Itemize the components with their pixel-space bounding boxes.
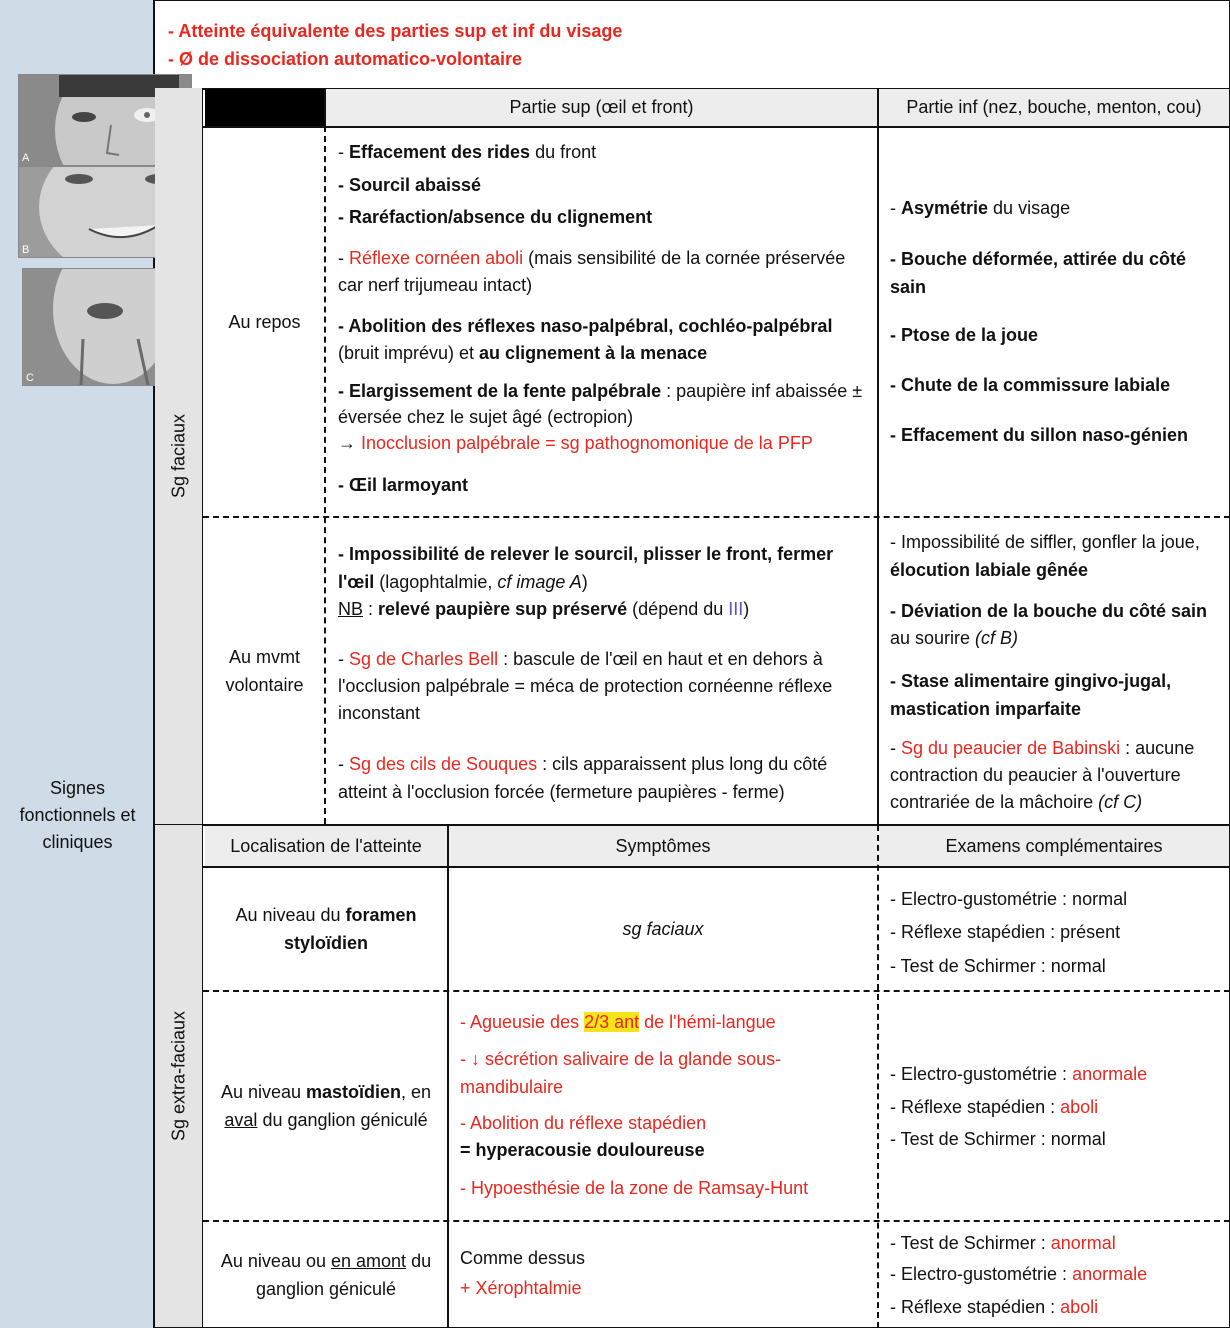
extra-row2-sym-3: - Abolition du réflexe stapédien: [460, 1113, 707, 1133]
faciaux-header-sup: Partie sup (œil et front): [509, 97, 694, 117]
extra-row2-exam-2: - Réflexe stapédien : aboli: [890, 1097, 1099, 1117]
mvmt-sup-line-1: - Impossibilité de relever le sourcil, plisser le front, fermer l'œil (lagophtalmie, cf image A): [338, 544, 834, 592]
repos-label-cell: [205, 128, 324, 516]
extra-row3-exam-2: - Electro-gustométrie : anormale: [890, 1264, 1148, 1284]
mvmt-inf-cell: [890, 528, 1225, 816]
extra-col2-divider: [877, 825, 879, 1328]
extra-row3-sym-2: + Xérophtalmie: [460, 1278, 582, 1298]
repos-inf-line-5: - Effacement du sillon naso-génien: [890, 425, 1189, 445]
repos-inf-line-4: - Chute de la commissure labiale: [890, 375, 1171, 395]
faciaux-label-cell: [155, 88, 203, 824]
extra-row2-exam-cell: [890, 1057, 1220, 1155]
extra-row2-exam-1: - Electro-gustométrie : anormale: [890, 1064, 1148, 1084]
top-note-2: - Ø de dissociation automatico-volontaire: [168, 49, 523, 69]
mvmt-label-cell: [205, 518, 324, 824]
extra-header-loc: Localisation de l'atteinte: [230, 835, 422, 856]
faciaux-header-sup-cell: [326, 89, 877, 126]
repos-inf-line-3: - Ptose de la joue: [890, 325, 1039, 345]
extra-row3-loc-cell: [205, 1222, 447, 1327]
repos-sup-line-6b: → Inocclusion palpébrale = sg pathognomonique de la PFP: [338, 433, 813, 453]
extra-row1-loc: Au niveau du foramen stylοïdien: [235, 905, 417, 953]
mvmt-sup-line-3: - Sg des cils de Souques : cils apparaissent plus long du côté atteint à l'occlusion forcée (fermeture paupières - ferme): [338, 754, 828, 802]
photo-label-a: A: [22, 152, 30, 164]
extra-header-sym-cell: [449, 826, 877, 866]
repos-label: Au repos: [228, 311, 301, 332]
repos-inf-cell: [890, 195, 1220, 449]
extra-label-cell: [155, 825, 203, 1327]
extra-header-exam: Examens complémentaires: [945, 835, 1163, 856]
left-panel-title: Signes fonctionnels et cliniques: [19, 777, 136, 852]
mvmt-inf-line-4: - Sg du peaucier de Babinski : aucune contraction du peaucier à l'ouverture contrariée de la mâchoire (cf C): [890, 738, 1195, 812]
mvmt-sup-nb: NB : relevé paupière sup préservé (dépend du III): [338, 599, 750, 619]
faciaux-header-inf: Partie inf (nez, bouche, menton, cou): [906, 97, 1202, 117]
top-note-1: - Atteinte équivalente des parties sup et inf du visage: [168, 21, 623, 41]
repos-sup-line-6: - Elargissement de la fente palpébrale : paupière inf abaissée ± éversée chez le sujet âgé (ectropion): [338, 381, 863, 427]
faciaux-row-divider: [203, 516, 1230, 518]
extra-row3-exam-cell: [890, 1228, 1220, 1324]
faciaux-col1-divider: [324, 126, 326, 824]
repos-sup-line-7: - Œil larmoyant: [338, 475, 469, 495]
extra-row3-exam-3: - Réflexe stapédien : aboli: [890, 1297, 1099, 1317]
mvmt-inf-line-2: - Déviation de la bouche du côté sain au sourire (cf B): [890, 601, 1208, 648]
extra-row2-loc-cell: [205, 992, 447, 1220]
extra-row2-sym-1: - Agueusie des 2/3 ant de l'hémi-langue: [460, 1012, 776, 1032]
extra-row3-sym-cell: [460, 1245, 870, 1304]
extra-header-exam-cell: [879, 826, 1229, 866]
extra-header-sym: Symptômes: [615, 835, 711, 856]
faciaux-header-inf-cell: [879, 89, 1229, 126]
repos-inf-line-1: - Asymétrie du visage: [890, 198, 1071, 218]
extra-row1-loc-cell: [205, 868, 447, 990]
photo-label-b: B: [22, 244, 30, 256]
repos-sup-line-1: - Effacement des rides du front: [338, 142, 597, 162]
repos-sup-line-4: - Réflexe cornéen aboli (mais sensibilité de la cornée préservée car nerf trijumeau intact): [338, 248, 846, 295]
faciaux-col2-divider: [877, 88, 879, 824]
extra-row2-sym-4: - Hypoesthésie de la zone de Ramsay-Hunt: [460, 1178, 809, 1198]
faciaux-header-bottom: [203, 126, 1230, 128]
mvmt-sup-cell: [338, 540, 868, 806]
extra-row2-sym-cell: [460, 1009, 870, 1202]
extra-row2-sym-2: - ↓ sécrétion salivaire de la glande sous-mandibulaire: [460, 1049, 782, 1097]
mvmt-sup-line-2: - Sg de Charles Bell : bascule de l'œil en haut et en dehors à l'occlusion palpébrale = méca de protection cornéenne réflexe inconstant: [338, 649, 833, 723]
extra-row3-sym-1: Comme dessus: [460, 1248, 586, 1268]
top-border: [155, 0, 1230, 1]
extra-row3-loc: Au niveau ou en amont du ganglion géniculé: [220, 1250, 432, 1299]
faciaux-header-corner: [205, 89, 324, 126]
extra-label: Sg extra-faciaux: [168, 1010, 188, 1142]
top-notes: [168, 17, 1218, 73]
extra-row1-exam-1: - Electro-gustométrie : normal: [890, 889, 1128, 909]
extra-header-loc-cell: [205, 826, 447, 866]
mvmt-label: Au mvmt volontaire: [225, 647, 304, 695]
extra-row2-sym-3b: = hyperacousie douloureuse: [460, 1140, 705, 1160]
extra-row1-exam-cell: [890, 883, 1220, 983]
repos-sup-line-5: - Abolition des réflexes naso-palpébral, cochléo-palpébral (bruit imprévu) et au clignement à la menace: [338, 316, 833, 363]
extra-row2-exam-3: - Test de Schirmer : normal: [890, 1129, 1106, 1149]
extra-row1-exam-3: - Test de Schirmer : normal: [890, 956, 1106, 976]
left-panel-title-box: [0, 772, 155, 858]
repos-inf-line-2: - Bouche déformée, attirée du côté sain: [890, 249, 1187, 297]
extra-row1-exam-2: - Réflexe stapédien : présent: [890, 922, 1121, 942]
repos-sup-line-2: - Sourcil abaissé: [338, 175, 482, 195]
faciaux-label: Sg faciaux: [168, 413, 188, 499]
extra-row2-loc: Au niveau mastoïdien, en aval du ganglion géniculé: [220, 1082, 432, 1130]
extra-row1-sym: sg faciaux: [622, 918, 704, 939]
repos-sup-cell: [338, 139, 868, 499]
repos-sup-line-3: - Raréfaction/absence du clignement: [338, 207, 653, 227]
photo-label-c: C: [26, 372, 34, 384]
mvmt-inf-line-3: - Stase alimentaire gingivo-jugal, mastication imparfaite: [890, 671, 1172, 719]
extra-row3-exam-1: - Test de Schirmer : anormal: [890, 1233, 1116, 1253]
extra-row1-sym-cell: [449, 868, 877, 990]
mvmt-inf-line-1: - Impossibilité de siffler, gonfler la joue, élocution labiale gênée: [890, 532, 1200, 580]
